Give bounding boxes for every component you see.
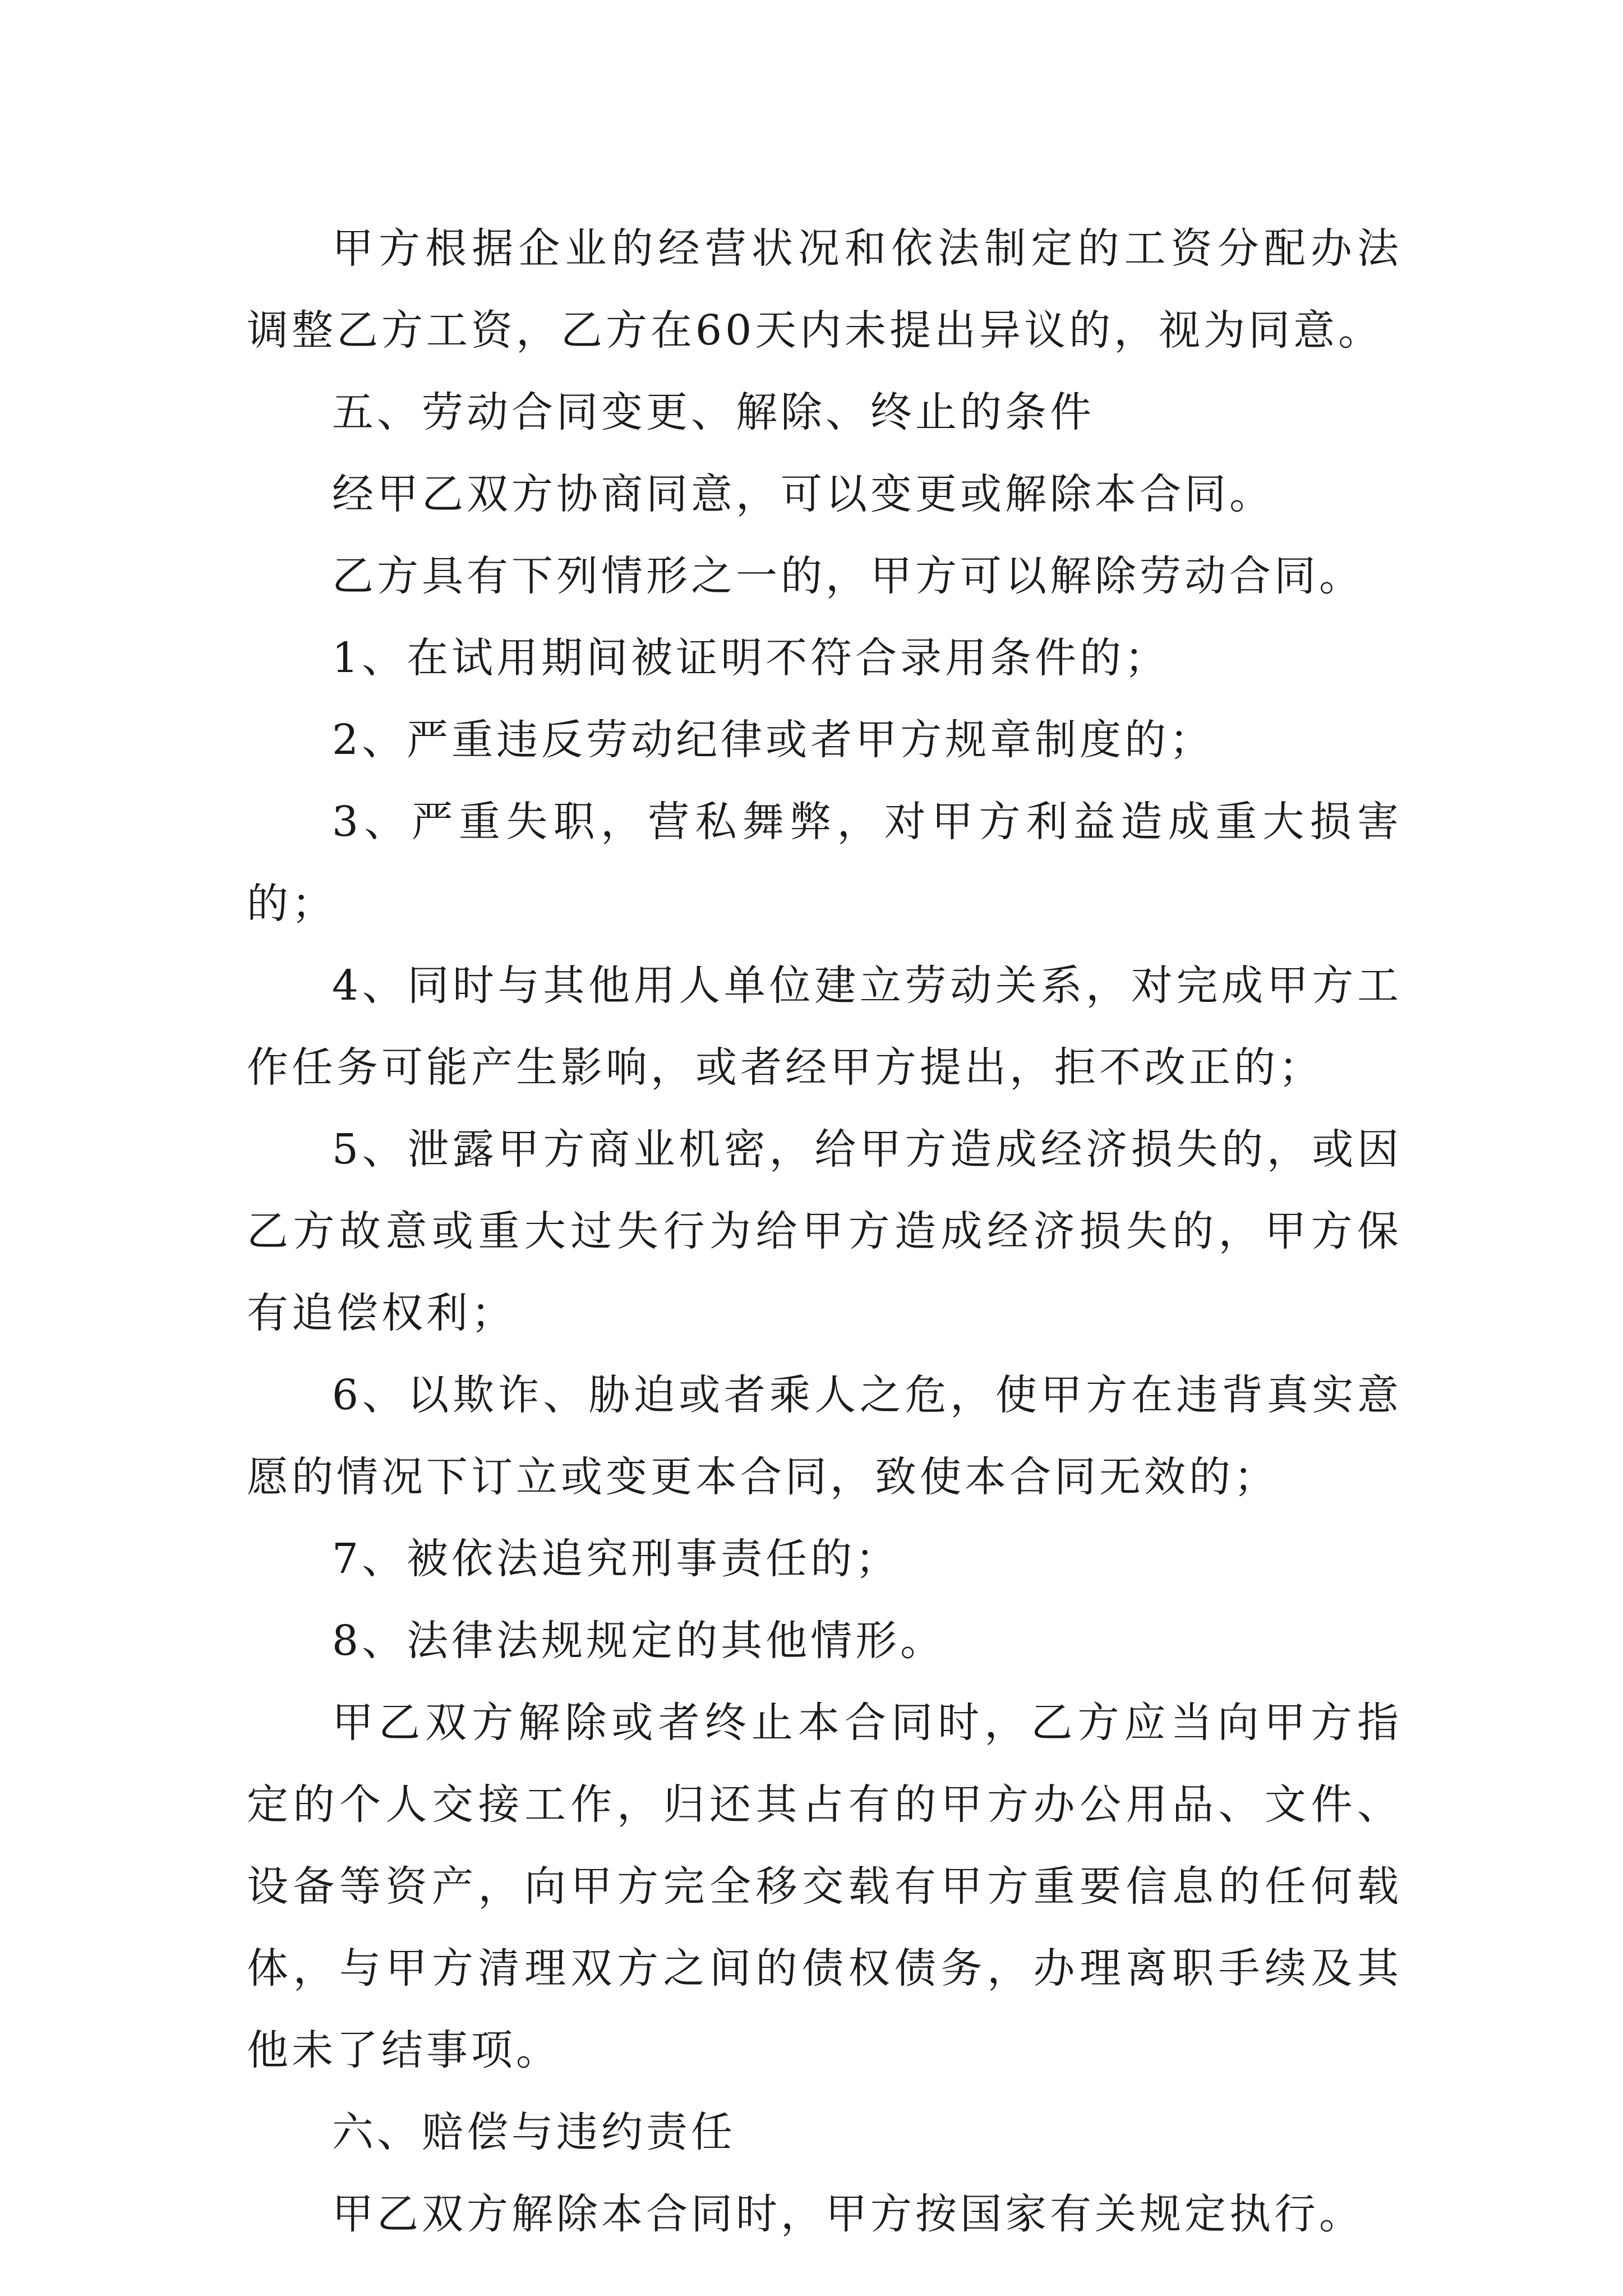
list-item-2: 2、严重违反劳动纪律或者甲方规章制度的； bbox=[332, 716, 1215, 764]
list-item-4: 4、同时与其他用人单位建立劳动关系，对完成甲方工作任务可能产生影响，或者经甲方提出，拒不改正的； bbox=[247, 961, 1402, 1092]
paragraph-compensation: 甲乙双方解除本合同时，甲方按国家有关规定执行。 bbox=[332, 2190, 1364, 2238]
list-item-7: 7、被依法追究刑事责任的； bbox=[332, 1535, 901, 1583]
list-item-5: 5、泄露甲方商业机密，给甲方造成经济损失的，或因乙方故意或重大过失行为给甲方造成经济损失的，甲方保有追偿权利； bbox=[247, 1125, 1402, 1337]
heading-section-6: 六、赔偿与违约责任 bbox=[332, 2108, 736, 2156]
document-page bbox=[247, 208, 1402, 2255]
paragraph-mutual-agreement: 经甲乙双方协商同意，可以变更或解除本合同。 bbox=[332, 470, 1274, 518]
list-item-6: 6、以欺诈、胁迫或者乘人之危，使甲方在违背真实意愿的情况下订立或变更本合同，致使本合同无效的； bbox=[247, 1371, 1402, 1501]
paragraph-termination-conditions: 乙方具有下列情形之一的，甲方可以解除劳动合同。 bbox=[332, 552, 1364, 600]
list-item-1: 1、在试用期间被证明不符合录用条件的； bbox=[332, 634, 1170, 682]
list-item-3: 3、严重失职，营私舞弊，对甲方利益造成重大损害的； bbox=[247, 798, 1402, 928]
list-item-8: 8、法律法规规定的其他情形。 bbox=[332, 1617, 946, 1665]
heading-section-5: 五、劳动合同变更、解除、终止的条件 bbox=[332, 388, 1095, 436]
paragraph-handover: 甲乙双方解除或者终止本合同时，乙方应当向甲方指定的个人交接工作，归还其占有的甲方办公用品、文件、设备等资产，向甲方完全移交载有甲方重要信息的任何载体，与甲方清理双方之间的债权债务，办理离职手续及其他未了结事项。 bbox=[247, 1699, 1402, 2074]
paragraph-salary-adjustment: 甲方根据企业的经营状况和依法制定的工资分配办法调整乙方工资，乙方在60天内未提出异议的，视为同意。 bbox=[247, 224, 1402, 355]
